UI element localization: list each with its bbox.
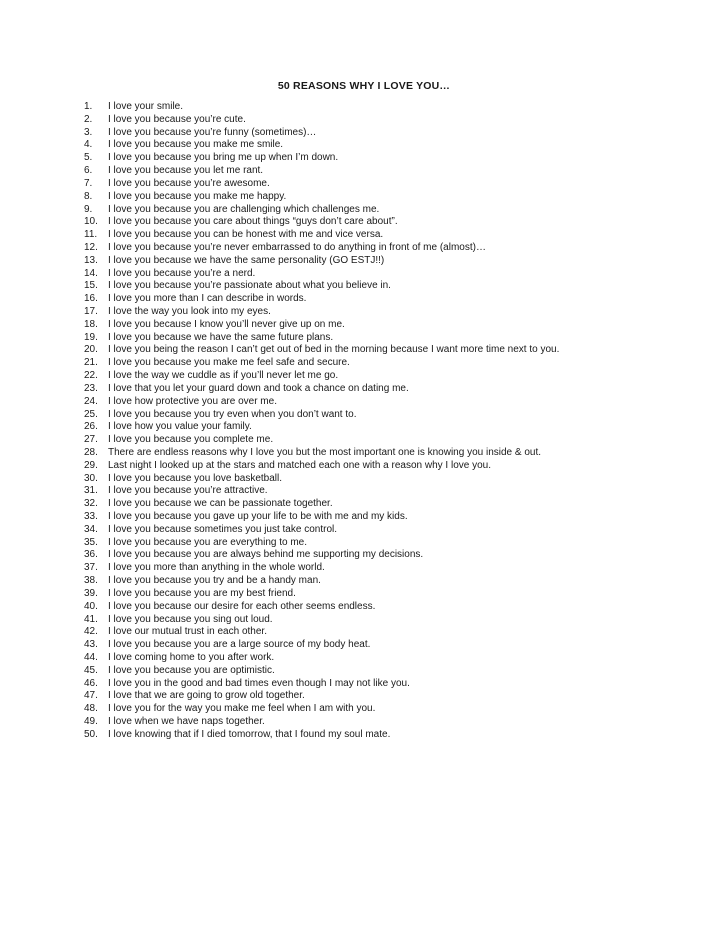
list-item <box>84 639 559 652</box>
list-item <box>84 537 559 550</box>
list-item <box>84 447 559 460</box>
list-item <box>84 319 559 332</box>
list-item-text: I love you because you’re passionate about what you believe in. <box>108 280 391 292</box>
list-item <box>84 460 559 473</box>
list-item <box>84 511 559 524</box>
list-item <box>84 421 559 434</box>
list-item <box>84 601 559 614</box>
list-item-number: 12. <box>84 241 98 253</box>
list-item-text: I love you because I know you’ll never give up on me. <box>108 318 345 330</box>
list-item-text: I love you more than I can describe in words. <box>108 293 307 305</box>
list-item-text: I love that we are going to grow old together. <box>108 690 305 702</box>
list-item-number: 44. <box>84 651 98 663</box>
list-item-text: There are endless reasons why I love you but the most important one is knowing you inside & out. <box>108 446 542 458</box>
list-item-text: Last night I looked up at the stars and matched each one with a reason why I love you. <box>108 459 492 471</box>
list-item <box>84 690 559 703</box>
list-item-text: I love you because you care about things “guys don’t care about”. <box>108 216 398 228</box>
list-item <box>84 280 559 293</box>
list-item-text: I love you in the good and bad times even though I may not like you. <box>108 677 410 689</box>
list-item-number: 19. <box>84 331 98 343</box>
list-item-number: 17. <box>84 306 98 317</box>
list-item-number: 8. <box>84 190 93 202</box>
list-item <box>84 306 559 319</box>
list-item-text: I love you because you’re attractive. <box>108 485 268 497</box>
list-item <box>84 626 559 639</box>
list-item <box>84 127 559 140</box>
list-item <box>84 332 559 345</box>
list-item-text: I love our mutual trust in each other. <box>108 626 267 638</box>
list-item <box>84 293 559 306</box>
list-item-number: 3. <box>84 126 93 138</box>
list-item-number: 46. <box>84 677 98 689</box>
list-item <box>84 729 559 742</box>
list-item <box>84 101 559 114</box>
list-item-number: 15. <box>84 280 98 292</box>
list-item-text: I love you because you make me feel safe and secure. <box>108 357 350 369</box>
list-item-text: I love you because you sing out loud. <box>108 613 273 625</box>
list-item-number: 6. <box>84 165 93 177</box>
list-item-text: I love you because you are always behind me supporting my decisions. <box>108 549 424 561</box>
list-item-number: 40. <box>84 600 98 612</box>
list-item-text: I love you because you love basketball. <box>108 472 282 484</box>
list-item-text: I love how you value your family. <box>108 421 252 433</box>
list-item-text: I love coming home to you after work. <box>108 651 275 663</box>
list-item <box>84 473 559 486</box>
list-item-number: 39. <box>84 587 98 599</box>
list-item-text: I love you because you try and be a handy man. <box>108 575 321 587</box>
list-item-text: I love you because you gave up your life to be with me and my kids. <box>108 511 408 522</box>
list-item <box>84 139 559 152</box>
list-item-number: 11. <box>84 229 98 241</box>
list-item <box>84 549 559 562</box>
list-item <box>84 575 559 588</box>
list-item-number: 25. <box>84 408 98 420</box>
list-item <box>84 229 559 242</box>
list-item-number: 9. <box>84 203 93 215</box>
list-item-number: 24. <box>84 395 98 407</box>
list-item-number: 28. <box>84 446 98 458</box>
list-item-number: 32. <box>84 498 98 510</box>
list-item <box>84 204 559 217</box>
list-item-text: I love you because you are a large source of my body heat. <box>108 639 371 651</box>
reasons-list <box>84 101 559 742</box>
list-item-text: I love you because you are challenging which challenges me. <box>108 203 380 215</box>
list-item <box>84 344 559 357</box>
list-item-text: I love you because we have the same future plans. <box>108 331 334 343</box>
list-item <box>84 434 559 447</box>
list-item-text: I love you because you try even when you don’t want to. <box>108 408 357 420</box>
list-item-number: 43. <box>84 639 98 651</box>
list-item <box>84 255 559 268</box>
list-item <box>84 216 559 229</box>
list-item <box>84 665 559 678</box>
list-item-number: 35. <box>84 536 98 548</box>
list-item-text: I love you more than anything in the whole world. <box>108 562 325 574</box>
list-item <box>84 242 559 255</box>
list-item-number: 23. <box>84 382 98 394</box>
list-item-number: 36. <box>84 549 98 561</box>
list-item-number: 38. <box>84 575 98 587</box>
list-item-number: 10. <box>84 216 98 228</box>
list-item-number: 16. <box>84 293 98 305</box>
list-item <box>84 485 559 498</box>
list-item-number: 13. <box>84 254 98 266</box>
list-item <box>84 191 559 204</box>
list-item-text: I love you because you are optimistic. <box>108 664 275 676</box>
list-item-number: 27. <box>84 434 98 446</box>
list-item <box>84 268 559 281</box>
list-item-text: I love you because sometimes you just take control. <box>108 523 338 535</box>
list-item <box>84 114 559 127</box>
list-item-text: I love the way we cuddle as if you’ll never let me go. <box>108 370 339 382</box>
list-item-number: 5. <box>84 152 93 164</box>
list-item <box>84 588 559 601</box>
list-item-text: I love you for the way you make me feel when I am with you. <box>108 703 376 715</box>
list-item-number: 47. <box>84 690 98 702</box>
list-item-number: 20. <box>84 344 98 356</box>
list-item <box>84 409 559 422</box>
list-item-text: I love how protective you are over me. <box>108 395 277 407</box>
list-item <box>84 614 559 627</box>
list-item-text: I love you because you complete me. <box>108 434 274 446</box>
list-item-text: I love you because our desire for each other seems endless. <box>108 600 376 612</box>
list-item-number: 45. <box>84 664 98 676</box>
list-item-number: 21. <box>84 357 98 369</box>
list-item <box>84 562 559 575</box>
list-item <box>84 178 559 191</box>
list-item-text: I love your smile. <box>108 101 184 112</box>
list-item-text: I love you being the reason I can’t get out of bed in the morning because I want more time next to you. <box>108 344 560 356</box>
list-item-number: 22. <box>84 370 98 382</box>
list-item <box>84 678 559 691</box>
list-item-text: I love you because you are everything to me. <box>108 536 308 548</box>
list-item-number: 1. <box>84 101 93 112</box>
list-item-number: 29. <box>84 459 98 471</box>
list-item-text: I love you because you’re cute. <box>108 113 246 125</box>
list-item-text: I love you because you make me happy. <box>108 190 287 202</box>
list-item-number: 42. <box>84 626 98 638</box>
list-item-number: 31. <box>84 485 98 497</box>
list-item-number: 30. <box>84 472 98 484</box>
list-item <box>84 498 559 511</box>
list-item <box>84 716 559 729</box>
list-item <box>84 383 559 396</box>
list-item-text: I love knowing that if I died tomorrow, that I found my soul mate. <box>108 728 391 740</box>
list-item-number: 7. <box>84 177 93 189</box>
list-item-text: I love you because you bring me up when I’m down. <box>108 152 339 164</box>
list-item <box>84 703 559 716</box>
list-item-number: 34. <box>84 523 98 535</box>
list-item-text: I love you because you let me rant. <box>108 165 264 177</box>
list-item <box>84 370 559 383</box>
list-item-text: I love you because you’re awesome. <box>108 177 270 189</box>
list-item-text: I love when we have naps together. <box>108 716 265 727</box>
list-item <box>84 165 559 178</box>
list-item-number: 37. <box>84 562 98 574</box>
list-item-text: I love you because we can be passionate together. <box>108 498 333 510</box>
list-item-number: 33. <box>84 511 98 522</box>
list-item-text: I love you because you are my best friend. <box>108 587 296 599</box>
list-item-number: 18. <box>84 318 98 330</box>
list-item-number: 14. <box>84 267 98 279</box>
list-item-text: I love you because we have the same personality (GO ESTJ!!) <box>108 254 385 266</box>
list-item-number: 2. <box>84 113 93 125</box>
list-item <box>84 652 559 665</box>
list-item-number: 50. <box>84 728 98 740</box>
list-item-number: 48. <box>84 703 98 715</box>
list-item-text: I love you because you can be honest with me and vice versa. <box>108 229 384 241</box>
list-item-number: 41. <box>84 613 98 625</box>
list-item <box>84 396 559 409</box>
list-item-text: I love you because you’re never embarrassed to do anything in front of me (almost)… <box>108 241 486 253</box>
list-item-number: 4. <box>84 139 93 151</box>
list-item-text: I love that you let your guard down and took a chance on dating me. <box>108 382 409 394</box>
list-item <box>84 357 559 370</box>
list-item-text: I love you because you’re a nerd. <box>108 267 256 279</box>
list-item-number: 26. <box>84 421 98 433</box>
list-item <box>84 152 559 165</box>
list-item-text: I love the way you look into my eyes. <box>108 306 271 317</box>
list-item-number: 49. <box>84 716 98 727</box>
list-item-text: I love you because you’re funny (sometimes)… <box>108 126 317 138</box>
list-item-text: I love you because you make me smile. <box>108 139 284 151</box>
document-title: 50 REASONS WHY I LOVE YOU… <box>277 80 451 92</box>
list-item <box>84 524 559 537</box>
